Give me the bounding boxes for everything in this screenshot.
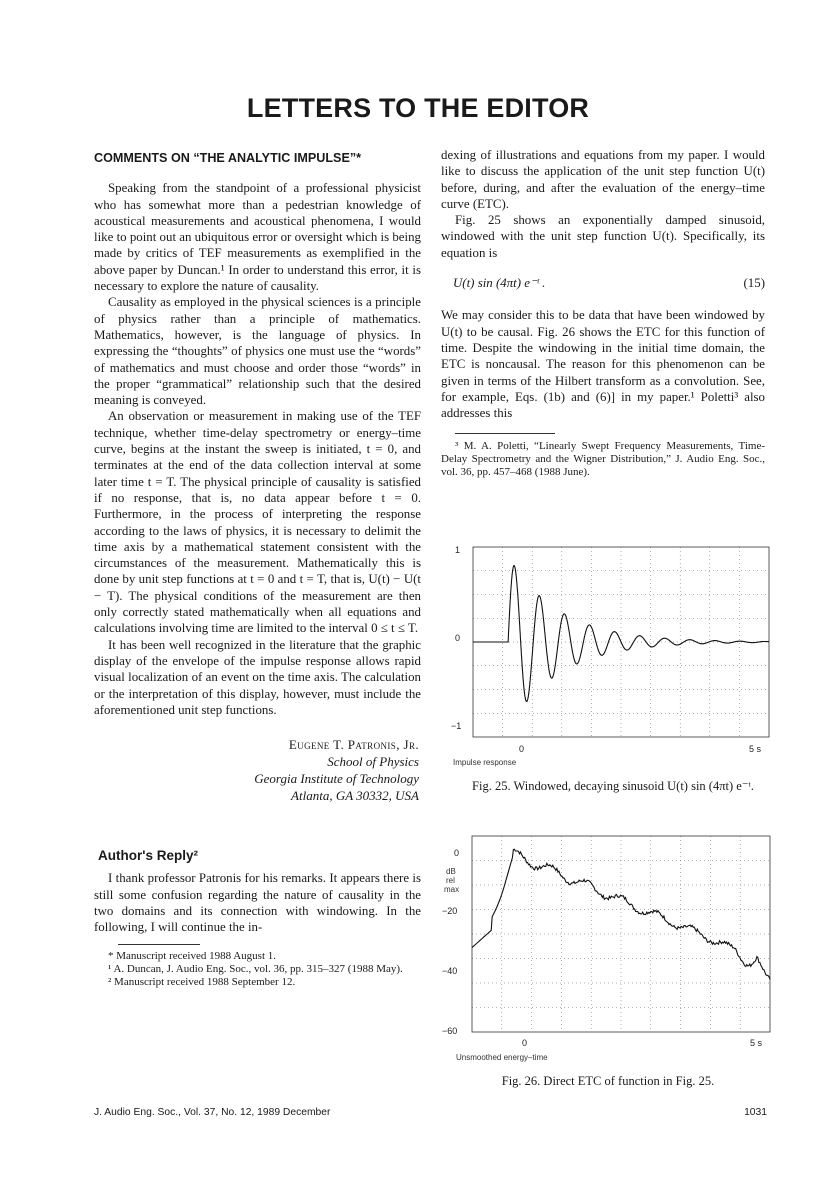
figure-26-ylabel-db: dB [446,867,456,876]
letter-paragraph-3: An observation or measurement in making use of the TEF technique, whether time-delay spectrometry or energy–time curve, begins at the instant the sweep is initiated, t = 0, and terminates at the end of the data collection interval at some later time t = T. The physical principle of causality is satisfied if no response, that is, no data appear before t = 0. Furthermore, in the process of interpreting the response according to the laws of physics, it is necessary to delimit the time axis by a mathematical statement consistent with the circumstances of the measurement. Mathematically this is done by unit step functions at t = 0 and t = T, that is, U(t) − U(t − T). The physical conditions of the measurement are then only correctly stated mathematically when all equations and calculations involving time are limited to the interval 0 ≤ t ≤ T. [94,409,421,636]
figure-26-xlabel: Unsmoothed energy–time [456,1053,548,1062]
figure-26-plot [438,830,776,1066]
figure-26-ytick-40: −40 [442,966,458,976]
footnote-duncan: ¹ A. Duncan, J. Audio Eng. Soc., vol. 36, pp. 315–327 (1988 May). [108,962,403,975]
letter-title: COMMENTS ON “THE ANALYTIC IMPULSE”* [94,151,362,165]
letter-paragraph-2: Causality as employed in the physical sciences is a principle of physics rather than a principle of mathematics. Mathematics, however, is the language of physics. In expressing the “thoughts” of physics one must use the “words” of mathematics and must choose and order those “words” in the proper “grammatical” relationship such that the desired meaning is conveyed. [94,295,421,408]
footer-journal: J. Audio Eng. Soc., Vol. 37, No. 12, 1989 December [94,1107,331,1118]
figure-26 [438,830,776,1066]
equation-number: (15) [743,276,765,291]
figure-26-ytick-60: −60 [442,1026,458,1036]
equation-15 [453,275,765,291]
figure-26-ytick-20: −20 [442,906,458,916]
figure-25 [449,537,775,767]
footer-page-number: 1031 [744,1107,767,1118]
figure-25-xtick-right: 5 s [749,744,762,754]
figure-25-ytick-top: 1 [455,545,461,555]
figure-25-xlabel: Impulse response [453,758,517,767]
signature-block [94,736,421,804]
figure-26-ylabel-rel: rel [446,876,455,885]
footnote-rule [118,944,200,945]
page-title: LETTERS TO THE EDITOR [246,93,590,123]
reply-title: Author's Reply² [98,848,198,864]
figure-26-xtick-right: 5 s [750,1038,763,1048]
reply-paragraph-1: I thank professor Patronis for his remarks. It appears there is still some confusion regarding the nature of causality in the two domains and its connection with windowing. In the following, I will continue the in- [94,871,421,935]
footnote-rule-right [455,433,555,434]
letter-paragraph-1: Speaking from the standpoint of a professional physicist who has somewhat more than a pedestrian knowledge of acoustical measurements and acoustical phenomena, I would like to point out an ubiquitous error or oversight which is being made by critics of TEF measurements as exemplified in the above paper by Duncan.¹ In order to understand this error, it is necessary to explore the nature of causality. [94,181,421,294]
figure-25-plot [449,537,775,767]
reply-paragraph-3: We may consider this to be data that have been windowed by U(t) to be causal. Fig. 26 shows the ETC for this function of time. Despite the windowing in the initial time domain, the ETC is noncausal. The reason for this phenomenon can be given in terms of the Hilbert transform as a convolution. See, for example, Eqs. (1b) and (6)] in my paper.¹ Poletti³ also addresses this [441,308,765,421]
figure-26-ylabel-max: max [444,885,460,894]
reply-paragraph-1-continued: dexing of illustrations and equations from my paper. I would like to discuss the application of the unit step function U(t) before, during, and after the evaluation of the energy–time curve (ETC). [441,148,765,211]
figure-25-series-line [473,566,769,702]
footnote-manuscript-2: ² Manuscript received 1988 September 12. [108,975,296,988]
reply-paragraph-2: Fig. 25 shows an exponentially damped sinusoid, windowed with the unit step function U(t). Specifically, its equation is [441,213,765,260]
figure-26-caption: Fig. 26. Direct ETC of function in Fig. 25. [501,1074,715,1088]
letter-paragraph-4: It has been well recognized in the literature that the graphic display of the envelope of the impulse response allows rapid visual localization of an event on the time axis. The calculation or the interpretation of this display, however, must include the aforementioned unit step functions. [94,637,421,717]
figure-26-ytick-0: 0 [454,848,460,858]
signature-address: Atlanta, GA 30332, USA [291,788,419,804]
equation-expression: U(t) sin (4πt) e⁻ᵗ . [453,276,546,291]
figure-25-ytick-mid: 0 [455,633,461,643]
figure-25-xtick-left: 0 [519,744,525,754]
figure-25-ytick-bottom: −1 [451,721,462,731]
figure-25-caption: Fig. 25. Windowed, decaying sinusoid U(t) sin (4πt) e⁻ᵗ. [472,779,754,793]
right-column [441,147,765,479]
signature-affiliation-1: School of Physics [327,754,419,770]
footnote-poletti: ³ M. A. Poletti, “Linearly Swept Frequency Measurements, Time-Delay Spectrometry and the Wigner Distribution,” J. Audio Eng. Soc., vol. 36, pp. 457–468 (1988 June). [441,440,765,479]
figure-26-grid [472,836,770,1032]
signature-name: Eugene T. Patronis, Jr. [288,737,419,753]
left-column [94,150,421,989]
figure-26-xtick-left: 0 [522,1038,528,1048]
signature-affiliation-2: Georgia Institute of Technology [254,771,419,787]
footnote-manuscript-1: * Manuscript received 1988 August 1. [108,949,277,962]
